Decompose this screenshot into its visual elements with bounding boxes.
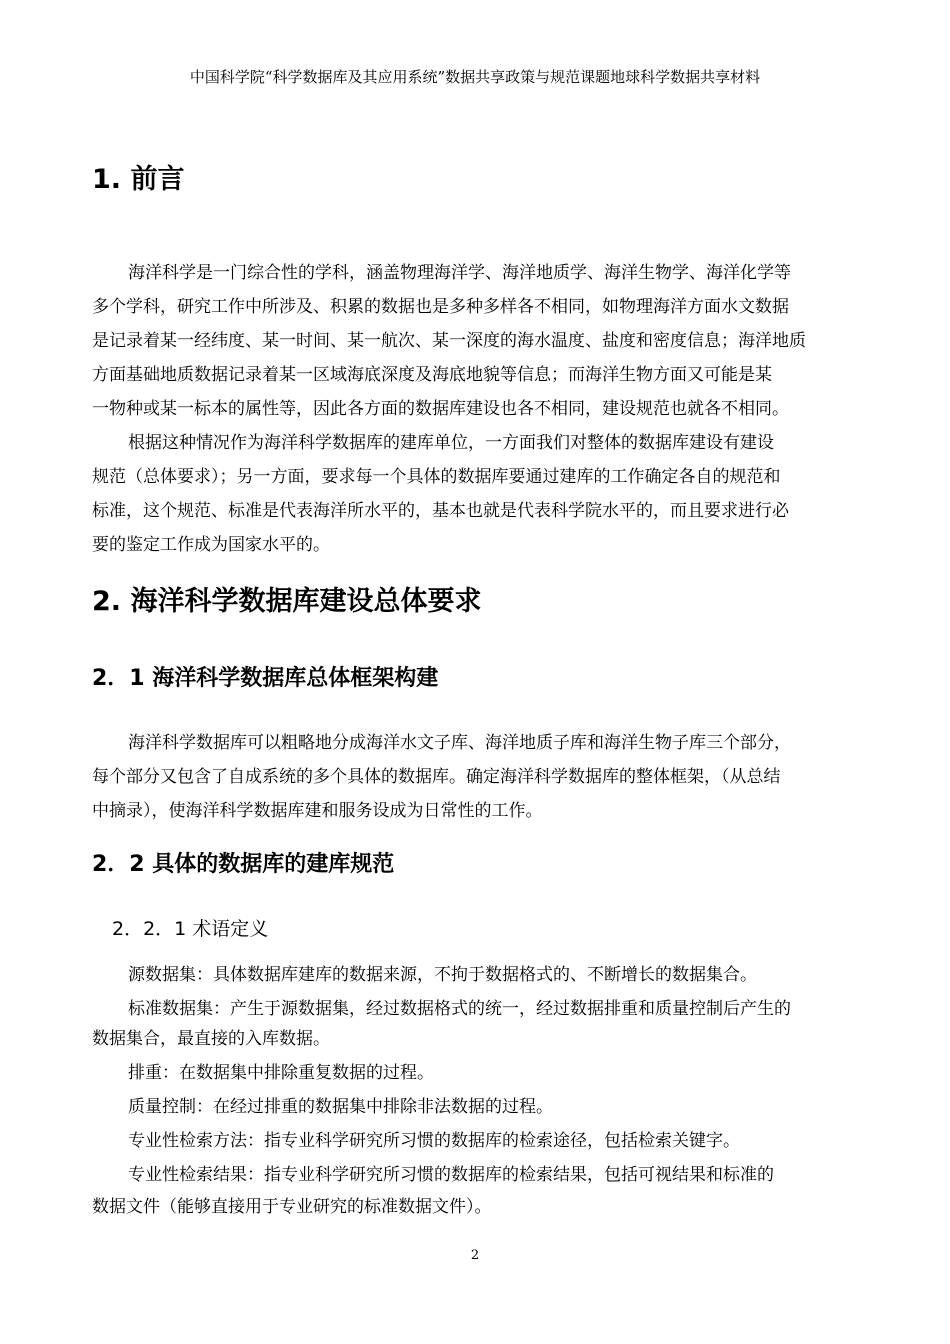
paragraph-line: 规范（总体要求）；另一方面，要求每一个具体的数据库要通过建库的工作确定各自的规范和 xyxy=(92,467,781,487)
section-1-heading: 1. 前言 xyxy=(92,164,185,195)
section-2-2-heading: 2．2 具体的数据库的建库规范 xyxy=(92,852,395,877)
definition-line: 质量控制：在经过排重的数据集中排除非法数据的过程。 xyxy=(128,1097,553,1117)
paragraph-line: 是记录着某一经纬度、某一时间、某一航次、某一深度的海水温度、盐度和密度信息；海洋地质 xyxy=(92,331,806,351)
definition-line: 标准数据集：产生于源数据集，经过数据格式的统一，经过数据排重和质量控制后产生的 xyxy=(128,999,791,1019)
paragraph-line: 方面基础地质数据记录着某一区域海底深度及海底地貌等信息；而海洋生物方面又可能是某 xyxy=(92,365,772,385)
definition-line: 排重：在数据集中排除重复数据的过程。 xyxy=(128,1063,434,1083)
section-2-heading: 2. 海洋科学数据库建设总体要求 xyxy=(92,586,482,617)
definition-line: 数据集合，最直接的入库数据。 xyxy=(92,1029,330,1049)
paragraph-line: 多个学科，研究工作中所涉及、积累的数据也是多种多样各不相同，如物理海洋方面水文数据 xyxy=(92,297,789,317)
definition-line: 专业性检索方法：指专业科学研究所习惯的数据库的检索途径，包括检索关键字。 xyxy=(128,1131,740,1151)
paragraph-line: 每个部分又包含了自成系统的多个具体的数据库。确定海洋科学数据库的整体框架，（从总结 xyxy=(92,767,781,787)
paragraph-line: 标准，这个规范、标准是代表海洋所水平的，基本也就是代表科学院水平的，而且要求进行必 xyxy=(92,501,789,521)
paragraph-line: 海洋科学是一门综合性的学科，涵盖物理海洋学、海洋地质学、海洋生物学、海洋化学等 xyxy=(128,263,791,283)
page-number: 2 xyxy=(470,1248,480,1263)
running-header: 中国科学院“科学数据库及其应用系统”数据共享政策与规范课题地球科学数据共享材料 xyxy=(189,68,761,86)
definition-line: 数据文件（能够直接用于专业研究的标准数据文件）。 xyxy=(92,1197,492,1217)
section-2-2-1-heading: 2．2．1 术语定义 xyxy=(112,918,269,940)
paragraph-line: 根据这种情况作为海洋科学数据库的建库单位，一方面我们对整体的数据库建设有建设 xyxy=(128,433,774,453)
paragraph-line: 要的鉴定工作成为国家水平的。 xyxy=(92,535,330,555)
paragraph-line: 一物种或某一标本的属性等，因此各方面的数据库建设也各不相同，建设规范也就各不相同。 xyxy=(92,399,789,419)
paragraph-line: 海洋科学数据库可以粗略地分成海洋水文子库、海洋地质子库和海洋生物子库三个部分， xyxy=(128,733,791,753)
definition-line: 源数据集：具体数据库建库的数据来源，不拘于数据格式的、不断增长的数据集合。 xyxy=(128,965,757,985)
section-2-1-heading: 2．1 海洋科学数据库总体框架构建 xyxy=(92,666,439,691)
definition-line: 专业性检索结果：指专业科学研究所习惯的数据库的检索结果，包括可视结果和标准的 xyxy=(128,1165,774,1185)
paragraph-line: 中摘录），使海洋科学数据库建和服务设成为日常性的工作。 xyxy=(92,801,543,821)
